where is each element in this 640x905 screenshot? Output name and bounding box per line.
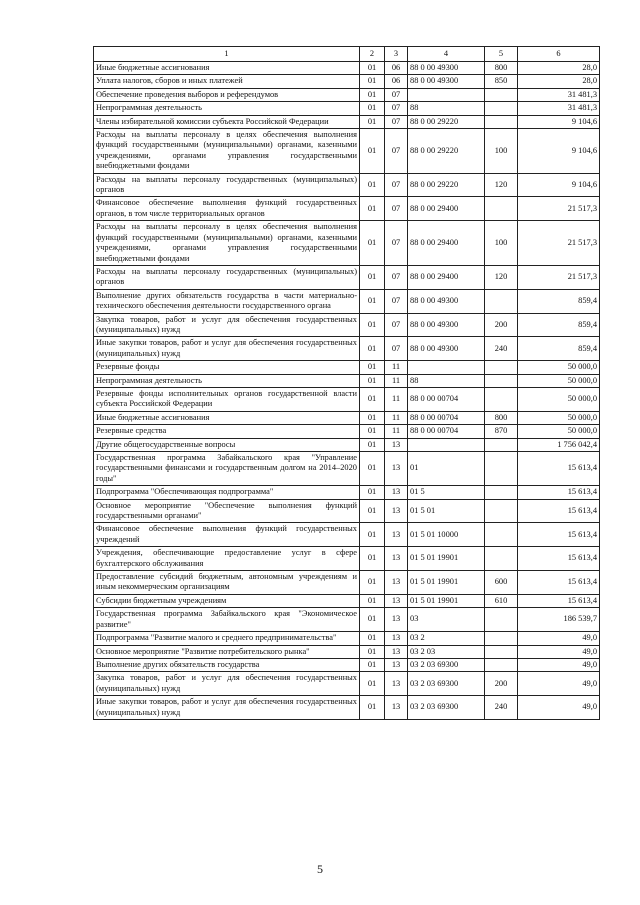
cell-name: Государственная программа Забайкальского края "Экономическое развитие" [94, 608, 360, 632]
table-row [94, 265, 600, 289]
cell-target-article: 88 0 00 49300 [408, 289, 485, 313]
cell-amount: 49,0 [518, 658, 600, 671]
table-row [94, 452, 600, 486]
cell-section: 01 [360, 594, 385, 607]
table-row [94, 221, 600, 266]
header-col-1: 1 [94, 47, 360, 62]
table-row [94, 411, 600, 424]
cell-expense-type [485, 452, 518, 486]
cell-expense-type [485, 115, 518, 128]
table-row [94, 115, 600, 128]
cell-section: 01 [360, 672, 385, 696]
cell-subsection: 11 [385, 425, 408, 438]
cell-amount: 859,4 [518, 313, 600, 337]
cell-name: Иные закупки товаров, работ и услуг для обеспечения государственных (муниципальных) нужд [94, 696, 360, 720]
cell-subsection: 13 [385, 452, 408, 486]
table-row [94, 197, 600, 221]
cell-subsection: 13 [385, 672, 408, 696]
table-row [94, 486, 600, 499]
cell-name: Уплата налогов, сборов и иных платежей [94, 75, 360, 88]
cell-subsection: 07 [385, 173, 408, 197]
table-row [94, 62, 600, 75]
cell-section: 01 [360, 361, 385, 374]
cell-expense-type: 870 [485, 425, 518, 438]
cell-name: Учреждения, обеспечивающие предоставление услуг в сфере бухгалтерского обслуживания [94, 547, 360, 571]
table-row [94, 102, 600, 115]
cell-section: 01 [360, 221, 385, 266]
cell-name: Выполнение других обязательств государства [94, 658, 360, 671]
cell-target-article: 03 [408, 608, 485, 632]
cell-expense-type [485, 547, 518, 571]
cell-expense-type [485, 88, 518, 101]
cell-section: 01 [360, 265, 385, 289]
cell-subsection: 13 [385, 696, 408, 720]
cell-expense-type: 240 [485, 337, 518, 361]
cell-name: Подпрограмма "Развитие малого и среднего предпринимательства" [94, 632, 360, 645]
cell-section: 01 [360, 313, 385, 337]
cell-amount: 15 613,4 [518, 452, 600, 486]
cell-section: 01 [360, 102, 385, 115]
cell-expense-type [485, 102, 518, 115]
budget-table [93, 46, 600, 720]
table-row [94, 313, 600, 337]
table-row [94, 571, 600, 595]
cell-expense-type [485, 387, 518, 411]
cell-name: Другие общегосударственные вопросы [94, 438, 360, 451]
cell-expense-type: 850 [485, 75, 518, 88]
cell-expense-type: 120 [485, 265, 518, 289]
cell-target-article: 88 0 00 29220 [408, 115, 485, 128]
cell-target-article: 88 0 00 29400 [408, 265, 485, 289]
table-row [94, 387, 600, 411]
cell-target-article: 01 5 [408, 486, 485, 499]
cell-name: Финансовое обеспечение выполнения функций государственных учреждений [94, 523, 360, 547]
cell-expense-type: 800 [485, 411, 518, 424]
cell-subsection: 13 [385, 547, 408, 571]
cell-target-article: 88 0 00 49300 [408, 75, 485, 88]
cell-name: Члены избирательной комиссии субъекта Российской Федерации [94, 115, 360, 128]
cell-subsection: 07 [385, 265, 408, 289]
cell-expense-type: 240 [485, 696, 518, 720]
cell-expense-type: 100 [485, 129, 518, 174]
cell-expense-type [485, 289, 518, 313]
cell-section: 01 [360, 289, 385, 313]
cell-amount: 50 000,0 [518, 425, 600, 438]
cell-section: 01 [360, 411, 385, 424]
cell-subsection: 07 [385, 88, 408, 101]
cell-amount: 9 104,6 [518, 173, 600, 197]
cell-name: Резервные средства [94, 425, 360, 438]
table-row [94, 696, 600, 720]
cell-name: Непрограммная деятельность [94, 374, 360, 387]
cell-amount: 15 613,4 [518, 499, 600, 523]
cell-subsection: 13 [385, 486, 408, 499]
cell-target-article: 01 5 01 19901 [408, 571, 485, 595]
cell-target-article: 01 5 01 10000 [408, 523, 485, 547]
cell-expense-type: 120 [485, 173, 518, 197]
page-number: 5 [317, 862, 323, 876]
cell-target-article: 88 0 00 29400 [408, 221, 485, 266]
cell-target-article: 88 0 00 49300 [408, 337, 485, 361]
cell-amount: 31 481,3 [518, 102, 600, 115]
cell-name: Иные закупки товаров, работ и услуг для обеспечения государственных (муниципальных) нужд [94, 337, 360, 361]
header-col-3: 3 [385, 47, 408, 62]
cell-subsection: 13 [385, 645, 408, 658]
cell-name: Расходы на выплаты персоналу в целях обеспечения выполнения функций государственными (муниципальными) органами, казенными учреждениями, органами управления государственными внебюджетными фондами [94, 221, 360, 266]
cell-subsection: 13 [385, 523, 408, 547]
header-row [94, 47, 600, 62]
cell-amount: 186 539,7 [518, 608, 600, 632]
cell-amount: 21 517,3 [518, 197, 600, 221]
cell-expense-type [485, 361, 518, 374]
cell-name: Подпрограмма "Обеспечивающая подпрограмма" [94, 486, 360, 499]
cell-target-article: 01 5 01 19901 [408, 594, 485, 607]
cell-amount: 1 756 042,4 [518, 438, 600, 451]
cell-section: 01 [360, 75, 385, 88]
cell-amount: 50 000,0 [518, 361, 600, 374]
cell-subsection: 13 [385, 438, 408, 451]
cell-subsection: 07 [385, 102, 408, 115]
cell-amount: 28,0 [518, 62, 600, 75]
table-row [94, 289, 600, 313]
table-row [94, 88, 600, 101]
table-row [94, 374, 600, 387]
cell-name: Расходы на выплаты персоналу государственных (муниципальных) органов [94, 265, 360, 289]
table-row [94, 547, 600, 571]
cell-subsection: 07 [385, 221, 408, 266]
cell-expense-type [485, 374, 518, 387]
cell-name: Резервные фонды [94, 361, 360, 374]
cell-section: 01 [360, 425, 385, 438]
cell-section: 01 [360, 62, 385, 75]
cell-subsection: 07 [385, 197, 408, 221]
cell-name: Предоставление субсидий бюджетным, автономным учреждениям и иным некоммерческим организациям [94, 571, 360, 595]
cell-section: 01 [360, 452, 385, 486]
table-row [94, 173, 600, 197]
cell-target-article: 88 0 00 29400 [408, 197, 485, 221]
cell-target-article [408, 88, 485, 101]
cell-subsection: 07 [385, 289, 408, 313]
table-row [94, 523, 600, 547]
cell-name: Закупка товаров, работ и услуг для обеспечения государственных (муниципальных) нужд [94, 672, 360, 696]
cell-section: 01 [360, 173, 385, 197]
cell-expense-type [485, 486, 518, 499]
cell-name: Выполнение других обязательств государства в части материально-технического обеспечения деятельности государственного органа [94, 289, 360, 313]
cell-expense-type: 200 [485, 313, 518, 337]
cell-section: 01 [360, 645, 385, 658]
cell-subsection: 06 [385, 62, 408, 75]
table-row [94, 632, 600, 645]
cell-amount: 15 613,4 [518, 523, 600, 547]
cell-amount: 21 517,3 [518, 221, 600, 266]
cell-section: 01 [360, 337, 385, 361]
cell-subsection: 07 [385, 313, 408, 337]
cell-amount: 50 000,0 [518, 411, 600, 424]
cell-section: 01 [360, 658, 385, 671]
cell-section: 01 [360, 523, 385, 547]
cell-subsection: 06 [385, 75, 408, 88]
header-col-2: 2 [360, 47, 385, 62]
cell-subsection: 13 [385, 608, 408, 632]
cell-target-article: 88 [408, 374, 485, 387]
cell-target-article: 88 [408, 102, 485, 115]
cell-subsection: 07 [385, 115, 408, 128]
cell-target-article: 88 0 00 29220 [408, 173, 485, 197]
cell-amount: 9 104,6 [518, 115, 600, 128]
header-col-4: 4 [408, 47, 485, 62]
cell-expense-type [485, 197, 518, 221]
table-row [94, 499, 600, 523]
cell-name: Финансовое обеспечение выполнения функций государственных органов, в том числе территориальных органов [94, 197, 360, 221]
cell-name: Иные бюджетные ассигнования [94, 62, 360, 75]
table-row [94, 337, 600, 361]
cell-expense-type [485, 658, 518, 671]
cell-name: Государственная программа Забайкальского края "Управление государственными финансами и государственным долгом на 2014–2020 годы" [94, 452, 360, 486]
table-row [94, 75, 600, 88]
cell-expense-type [485, 608, 518, 632]
cell-expense-type [485, 499, 518, 523]
cell-expense-type [485, 523, 518, 547]
cell-subsection: 11 [385, 361, 408, 374]
cell-amount: 15 613,4 [518, 571, 600, 595]
cell-target-article: 88 0 00 29220 [408, 129, 485, 174]
cell-expense-type [485, 632, 518, 645]
cell-target-article: 03 2 03 69300 [408, 658, 485, 671]
cell-section: 01 [360, 438, 385, 451]
cell-target-article: 88 0 00 00704 [408, 411, 485, 424]
cell-subsection: 13 [385, 594, 408, 607]
cell-amount: 859,4 [518, 337, 600, 361]
cell-target-article [408, 438, 485, 451]
cell-amount: 28,0 [518, 75, 600, 88]
cell-expense-type: 100 [485, 221, 518, 266]
cell-subsection: 11 [385, 374, 408, 387]
cell-amount: 31 481,3 [518, 88, 600, 101]
cell-amount: 15 613,4 [518, 594, 600, 607]
cell-name: Обеспечение проведения выборов и референдумов [94, 88, 360, 101]
cell-section: 01 [360, 387, 385, 411]
table-row [94, 645, 600, 658]
table-row [94, 672, 600, 696]
cell-section: 01 [360, 115, 385, 128]
cell-subsection: 11 [385, 411, 408, 424]
cell-target-article: 88 0 00 49300 [408, 313, 485, 337]
cell-subsection: 13 [385, 571, 408, 595]
cell-expense-type: 600 [485, 571, 518, 595]
cell-amount: 50 000,0 [518, 374, 600, 387]
cell-name: Непрограммная деятельность [94, 102, 360, 115]
cell-section: 01 [360, 696, 385, 720]
cell-section: 01 [360, 197, 385, 221]
cell-expense-type [485, 645, 518, 658]
cell-name: Расходы на выплаты персоналу в целях обеспечения выполнения функций государственными (муниципальными) органами, казенными учреждениями, органами управления государственными внебюджетными фондами [94, 129, 360, 174]
cell-subsection: 13 [385, 499, 408, 523]
cell-target-article: 88 0 00 49300 [408, 62, 485, 75]
cell-amount: 859,4 [518, 289, 600, 313]
cell-subsection: 07 [385, 129, 408, 174]
cell-target-article: 03 2 [408, 632, 485, 645]
cell-name: Расходы на выплаты персоналу государственных (муниципальных) органов [94, 173, 360, 197]
cell-target-article: 01 5 01 [408, 499, 485, 523]
table-row [94, 438, 600, 451]
table-row [94, 594, 600, 607]
header-col-5: 5 [485, 47, 518, 62]
cell-amount: 15 613,4 [518, 486, 600, 499]
cell-target-article: 01 5 01 19901 [408, 547, 485, 571]
cell-expense-type: 200 [485, 672, 518, 696]
cell-target-article: 03 2 03 69300 [408, 672, 485, 696]
cell-subsection: 13 [385, 658, 408, 671]
cell-section: 01 [360, 571, 385, 595]
table-row [94, 129, 600, 174]
cell-expense-type [485, 438, 518, 451]
cell-section: 01 [360, 499, 385, 523]
cell-amount: 49,0 [518, 632, 600, 645]
cell-target-article: 88 0 00 00704 [408, 425, 485, 438]
cell-section: 01 [360, 129, 385, 174]
cell-target-article: 88 0 00 00704 [408, 387, 485, 411]
cell-amount: 50 000,0 [518, 387, 600, 411]
cell-amount: 49,0 [518, 645, 600, 658]
header-col-6: 6 [518, 47, 600, 62]
cell-name: Резервные фонды исполнительных органов государственной власти субъекта Российской Федерации [94, 387, 360, 411]
cell-name: Иные бюджетные ассигнования [94, 411, 360, 424]
cell-amount: 9 104,6 [518, 129, 600, 174]
table-row [94, 361, 600, 374]
cell-section: 01 [360, 374, 385, 387]
cell-name: Субсидии бюджетным учреждениям [94, 594, 360, 607]
cell-target-article: 03 2 03 [408, 645, 485, 658]
cell-amount: 15 613,4 [518, 547, 600, 571]
cell-subsection: 13 [385, 632, 408, 645]
table-row [94, 425, 600, 438]
cell-section: 01 [360, 608, 385, 632]
cell-expense-type: 800 [485, 62, 518, 75]
table-row [94, 608, 600, 632]
cell-amount: 49,0 [518, 696, 600, 720]
cell-section: 01 [360, 547, 385, 571]
cell-name: Закупка товаров, работ и услуг для обеспечения государственных (муниципальных) нужд [94, 313, 360, 337]
cell-amount: 49,0 [518, 672, 600, 696]
cell-amount: 21 517,3 [518, 265, 600, 289]
cell-name: Основное мероприятие "Обеспечение выполнения функций государственными органами" [94, 499, 360, 523]
cell-subsection: 11 [385, 387, 408, 411]
cell-section: 01 [360, 486, 385, 499]
cell-target-article [408, 361, 485, 374]
cell-name: Основное мероприятие "Развитие потребительского рынка" [94, 645, 360, 658]
cell-target-article: 01 [408, 452, 485, 486]
table-row [94, 658, 600, 671]
cell-section: 01 [360, 88, 385, 101]
cell-target-article: 03 2 03 69300 [408, 696, 485, 720]
cell-subsection: 07 [385, 337, 408, 361]
cell-section: 01 [360, 632, 385, 645]
cell-expense-type: 610 [485, 594, 518, 607]
